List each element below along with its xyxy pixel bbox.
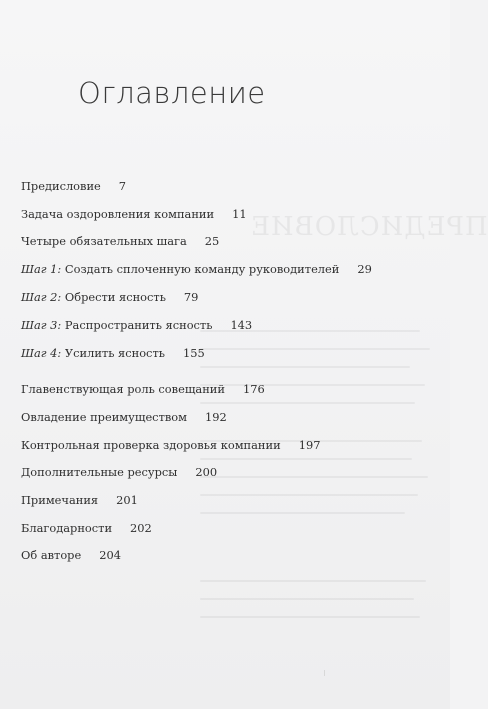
toc-entry-title: Контрольная проверка здоровья компании — [21, 438, 281, 452]
ghost-line — [200, 616, 420, 618]
ghost-line — [200, 512, 405, 514]
ghost-line — [200, 348, 430, 350]
toc-entry-title: Примечания — [21, 493, 99, 507]
toc-entry-title: Распространить ясность — [64, 318, 213, 332]
toc-entry — [21, 206, 247, 222]
ghost-line — [200, 402, 415, 404]
toc-page-number: 200 — [195, 465, 218, 479]
toc-entry — [21, 261, 372, 277]
toc-entry — [21, 492, 138, 508]
toc-page-number: 79 — [183, 290, 199, 304]
toc-page-number: 197 — [298, 438, 321, 452]
toc-entry-title: Обрести ясность — [64, 290, 166, 304]
toc-page-number: 11 — [232, 207, 247, 221]
toc-entry-title: Создать сплоченную команду руководителей — [64, 262, 340, 276]
toc-page-number: 143 — [230, 318, 253, 332]
toc-entry — [21, 345, 205, 361]
toc-page-number: 155 — [182, 346, 205, 360]
toc-step-label: Шаг 3: — [21, 318, 62, 332]
toc-entry-title: Главенствующая роль совещаний — [21, 382, 225, 396]
page-title: Оглавление — [78, 76, 266, 110]
toc-entry-title: Четыре обязательных шага — [21, 234, 187, 248]
toc-step-label: Шаг 2: — [21, 290, 62, 304]
toc-entry — [21, 409, 227, 425]
toc-entry-title: Благодарности — [21, 521, 113, 535]
toc-entry-title: Дополнительные ресурсы — [21, 465, 178, 479]
ghost-line — [200, 598, 414, 600]
toc-page-number: 202 — [130, 521, 152, 535]
mirrored-heading-ghost: ПРЕДИСЛОВИЕ — [250, 212, 488, 242]
toc-entry — [21, 317, 252, 333]
ghost-line — [200, 366, 410, 368]
toc-entry — [21, 289, 198, 305]
toc-entry — [21, 520, 152, 536]
ghost-line — [200, 494, 418, 496]
paper-mark — [324, 670, 325, 676]
ghost-line — [200, 580, 426, 582]
toc-page-number: 176 — [242, 382, 265, 396]
toc-entry — [21, 178, 126, 194]
toc-page-number: 192 — [205, 410, 227, 424]
ghost-line — [200, 458, 412, 460]
toc-entry-title: Усилить ясность — [64, 346, 165, 360]
toc-page-number: 25 — [204, 234, 220, 248]
toc-entry — [21, 437, 320, 453]
toc-entry — [21, 547, 121, 563]
toc-page-number: 29 — [357, 262, 372, 276]
toc-step-label: Шаг 1: — [21, 262, 62, 276]
toc-page-number: 204 — [99, 548, 121, 562]
toc-entry-title: Предисловие — [21, 179, 101, 193]
toc-entry — [21, 464, 217, 480]
toc-step-label: Шаг 4: — [21, 346, 62, 360]
toc-entry — [21, 233, 219, 249]
toc-entry-title: Задача оздоровления компании — [21, 207, 215, 221]
toc-page-number: 7 — [118, 179, 127, 193]
ghost-line — [200, 476, 428, 478]
toc-page-number: 201 — [116, 493, 138, 507]
toc-entry-title: Об авторе — [21, 548, 82, 562]
toc-entry — [21, 381, 265, 397]
toc-entry-title: Овладение преимуществом — [21, 410, 187, 424]
